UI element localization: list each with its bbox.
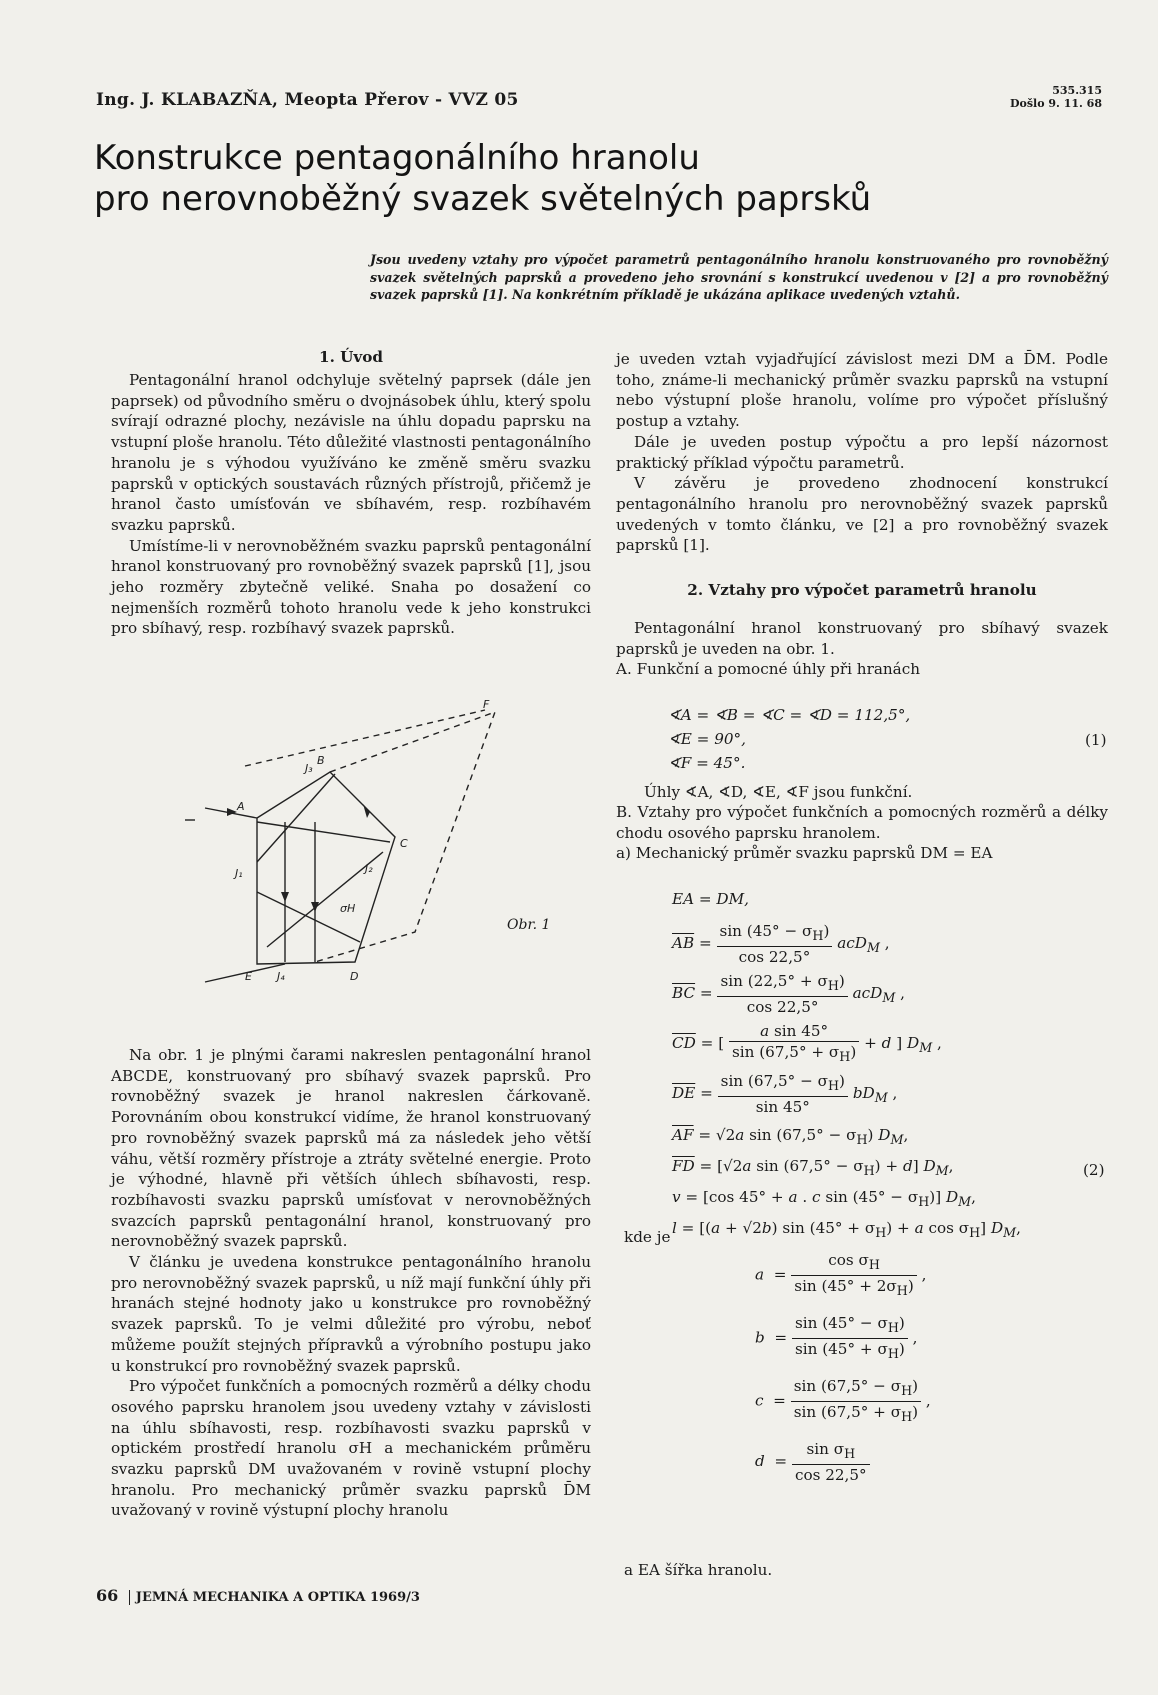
svg-text:J₁: J₁ (235, 867, 243, 880)
udc-code: 535.315 (1052, 84, 1102, 97)
left-column-top (111, 370, 591, 639)
svg-text:C: C (400, 837, 408, 850)
paragraph: Pro výpočet funkčních a pomocných rozměrů a délky chodu osového paprsku hranolem jsou uvedeny vztahy v závislosti na úhlu sbíhavosti, resp. rozbíhavosti svazku paprsků v optickém prostředí hranolu σH a mechanickém průměru svazku paprsků DM uvažovaném v rovině vstupní plochy hranolu. Pro mechanický průměr svazku paprsků D̄M uvažovaný v rovině výstupní plochy hranolu (111, 1377, 591, 1520)
eq-ea: EA = DM, (672, 890, 749, 908)
functional-angles: Úhly ∢A, ∢D, ∢E, ∢F jsou funkční. (644, 783, 913, 801)
width-note: a EA šířka hranolu. (624, 1561, 773, 1579)
paragraph: V článku je uvedena konstrukce pentagonálního hranolu pro nerovnoběžný svazek paprsků, u níž mají funkční úhly při hranách stejné hodnoty jako u konstrukce pro rovnoběžný svazek paprsků. To je velmi důležité pro výrobu, neboť můžeme použít stejných přípravků a výrobního postupu jako u konstrukcí pro rovnoběžný svazek paprsků. (111, 1253, 591, 1375)
right-column-bottom (616, 618, 1108, 680)
eq-de: $\overline{DE}$ = $\frac{\sin (67,5^\circ - \sigma_H)}{\sin 45^\circ}$ $bD_M$ , (672, 1072, 898, 1117)
article-title (94, 138, 994, 220)
paragraph: Na obr. 1 je plnými čarami nakreslen pentagonální hranol ABCDE, konstruovaný pro sbíhavý svazek paprsků. Pro rovnoběžný svazek je hranol nakreslen čárkovaně. Porovnáním obou konstrukcí vidíme, že hranol konstruovaný pro rovnoběžný svazek paprsků má za následek jeho větší váhu, větší rozměry přístroje a ztráty světelné energie. Proto je výhodné, hlavně při větších úhlech sbíhavosti, resp. rozbíhavosti svazku paprsků umísťovat v nerovnoběžných svazcích paprsků pentagonální hranol, konstruovaný pro nerovnoběžný svazek paprsků. (111, 1046, 591, 1251)
subheading-b-a: a) Mechanický průměr svazku paprsků DM = EA (616, 844, 993, 863)
section-1-heading: 1. Úvod (319, 348, 383, 366)
eq-fd: $\overline{FD} = [√2a$ $\sin (67,5^\circ - \sigma_H) + d$] $D_M$, (672, 1157, 954, 1179)
abstract: Jsou uvedeny vztahy pro výpočet parametrů pentagonálního hranolu konstruovaného pro rovnoběžný svazek světelných paprsků a provedeno jeho srovnání s konstrukcí uvedenou v [2] a pro rovnoběžný svazek paprsků [1]. Na konkrétním příkladě je ukázána aplikace uvedených vztahů. (370, 252, 1108, 302)
journal-name: JEMNÁ MECHANIKA A OPTIKA 1969/3 (129, 1590, 420, 1605)
paragraph: Pentagonální hranol odchyluje světelný paprsek (dále jen paprsek) od původního směru o dvojnásobek úhlu, který spolu svírají odrazné plochy, nezávisle na úhlu dopadu paprsku na vstupní ploše hranolu. Této důležité vlastnosti pentagonálního hranolu je s výhodou využíváno ke změně směru svazku paprsků v optických soustavách různých přístrojů, přičemž je hranol často umísťován ve sbíhavém, resp. rozbíhavém svazku paprsků. (111, 371, 591, 534)
def-d: d = $\frac{\sin \sigma_H}{\cos 22,5^\circ}$ (755, 1439, 1095, 1485)
paragraph: Umístíme-li v nerovnoběžném svazku paprsků pentagonální hranol konstruovaný pro rovnoběžný svazek paprsků [1], jsou jeho rozměry zbytečně veliké. Snaha po dosažení co nejmenších rozměrů tohoto hranolu vede k jeho konstrukci pro sbíhavý, resp. rozbíhavý svazek paprsků. (111, 536, 591, 638)
paragraph: Pentagonální hranol konstruovaný pro sbíhavý svazek paprsků je uveden na obr. 1. (616, 619, 1108, 658)
left-column-bottom (111, 1045, 591, 1521)
svg-text:J₂: J₂ (365, 862, 373, 875)
svg-text:A: A (237, 800, 245, 813)
prism-figure (185, 698, 515, 992)
title-line-2: pro nerovnoběžný svazek světelných paprsků (94, 179, 872, 219)
eq-bc: $\overline{BC}$ = $\frac{\sin (22,5^\circ + \sigma_H)}{\cos 22,5^\circ}$ acD$_M$ , (672, 972, 905, 1017)
svg-text:F: F (483, 698, 490, 711)
svg-text:J₃: J₃ (305, 762, 313, 775)
def-b: b = $\frac{\sin (45^\circ - \sigma_H)}{\sin (45^\circ + \sigma_H)}$ , (755, 1314, 918, 1362)
svg-text:J₄: J₄ (277, 970, 285, 983)
eq-v: v = [cos 45° + a . c $\sin (45^\circ - \sigma_H)$] $D_M$, (672, 1188, 976, 1210)
eq1-number: (1) (1085, 731, 1107, 749)
svg-text:E: E (245, 970, 252, 983)
paragraph: je uveden vztah vyjadřující závislost mezi DM a D̄M. Podle toho, známe-li mechanický průměr svazku paprsků na vstupní nebo výstupní ploše hranolu, volíme pro výpočet příslušný postup a vztahy. (616, 350, 1108, 431)
equation-2-block (672, 889, 1112, 1243)
eq-ab: $\overline{AB}$ = $\frac{\sin (45^\circ - \sigma_H)}{\cos 22,5^\circ}$ acD$_M$ , (672, 922, 890, 967)
page-number: 66 (96, 1586, 119, 1605)
paragraph: V závěru je provedeno zhodnocení konstrukcí pentagonálního hranolu pro nerovnoběžný svazek paprsků uvedených v tomto článku, ve [2] a pro rovnoběžný svazek paprsků [1]. (616, 474, 1108, 555)
section-2-heading: 2. Vztahy pro výpočet parametrů hranolu (687, 581, 1037, 599)
title-line-1: Konstrukce pentagonálního hranolu (94, 138, 700, 178)
eq-af: $\overline{AF} = √2a$ $\sin (67,5^\circ - \sigma_H)$ $D_M$, (672, 1126, 909, 1148)
kde-je: kde je (624, 1228, 671, 1246)
equation-1 (668, 705, 910, 773)
udc-block (1010, 84, 1102, 110)
definitions-block (755, 1250, 1095, 1485)
svg-text:D: D (350, 970, 359, 983)
b-block (644, 782, 1108, 803)
subheading-a: A. Funkční a pomocné úhly při hranách (616, 660, 921, 679)
eq1-line-3: ∢F = 45°. (668, 754, 746, 772)
eq2-number: (2) (1083, 1161, 1105, 1179)
figure-caption: Obr. 1 (507, 917, 551, 933)
paragraph: Dále je uveden postup výpočtu a pro lepší názornost praktický příklad výpočtu parametrů. (616, 432, 1108, 472)
eq1-line-1: ∢A = ∢B = ∢C = ∢D = 112,5°, (668, 706, 911, 724)
eq-l: l = [(a + √2b) $\sin (45^\circ + \sigma_H) + a$ $\cos \sigma_H$] $D_M$, (672, 1219, 1021, 1241)
received-date: Došlo 9. 11. 68 (1009, 97, 1102, 110)
right-column-top (616, 349, 1108, 556)
author-line: Ing. J. KLABAZŇA, Meopta Přerov - VVZ 05 (96, 90, 519, 110)
eq1-line-2: ∢E = 90°, (668, 730, 746, 748)
subheading-b: B. Vztahy pro výpočet funkčních a pomocných rozměrů a délky chodu osového paprsku hranolem. (616, 803, 1108, 842)
svg-text:σH: σH (340, 902, 356, 915)
svg-text:B: B (317, 754, 325, 767)
eq-cd: $\overline{CD}$ = [ $\frac{\text{a sin 45°}}{\sin (67,5^\circ + \sigma_H)}$ + d ] $D_M$ , (672, 1022, 942, 1065)
page-footer (96, 1586, 420, 1605)
b-heading-block (616, 802, 1108, 864)
def-a: a = $\frac{\cos \sigma_H}{\sin (45^\circ + 2\sigma_H)}$ , (755, 1251, 927, 1299)
def-c: c = $\frac{\sin (67,5^\circ - \sigma_H)}{\sin (67,5^\circ + \sigma_H)}$ , (755, 1377, 931, 1425)
